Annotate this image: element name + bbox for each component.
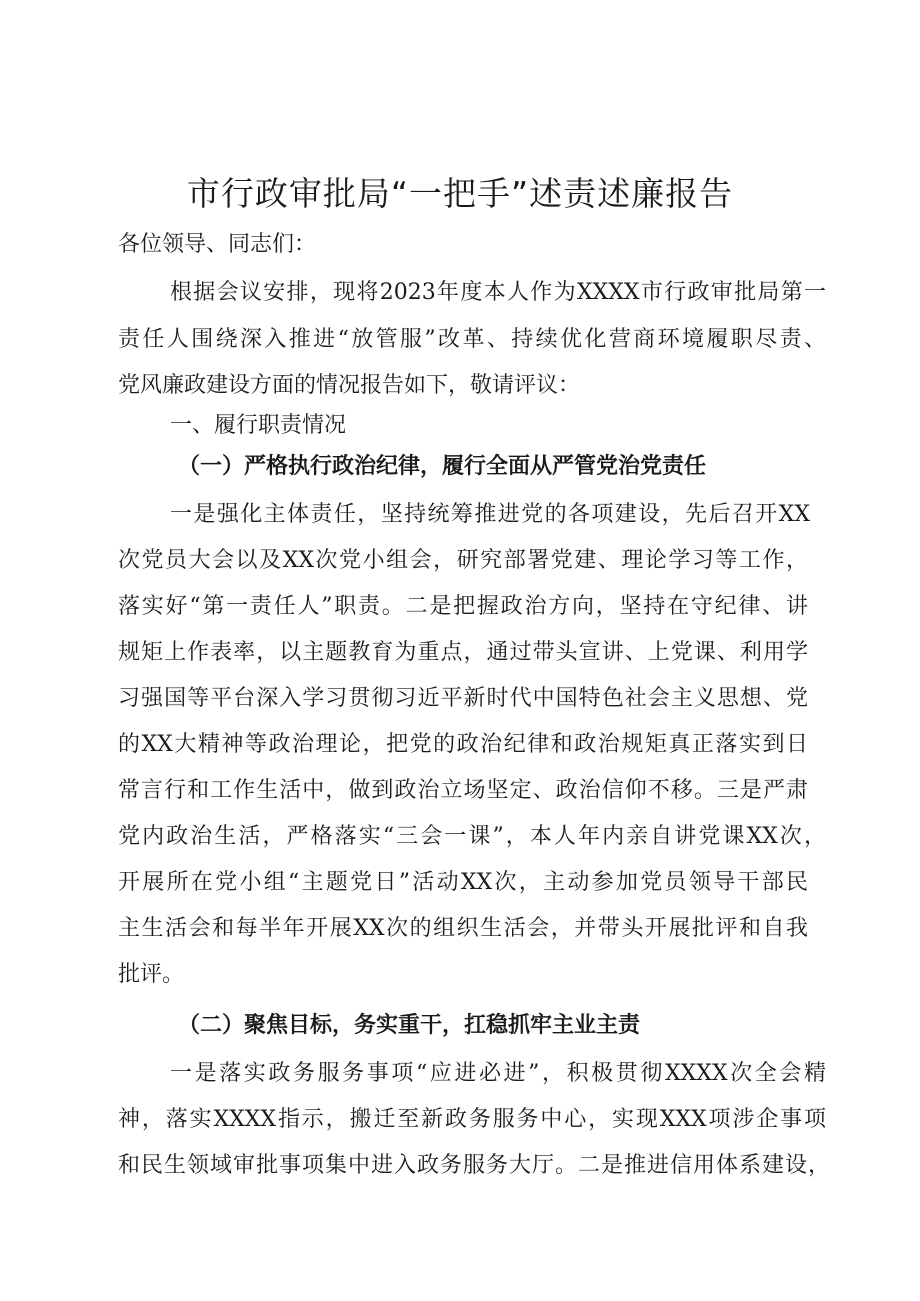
paragraph-line: 主生活会和每半年开展XX次的组织生活会，并带头开展批评和自我: [118, 916, 808, 941]
subsection-heading: （一）严格执行政治纪律，履行全面从严管党治党责任: [178, 453, 707, 479]
paragraph-line: 落实好“第一责任人”职责。二是把握政治方向，坚持在守纪律、讲: [118, 594, 808, 619]
paragraph-line: 开展所在党小组“主题党日”活动XX次，主动参加党员领导干部民: [118, 870, 808, 895]
paragraph-line: 神，落实XXXX指示，搬迁至新政务服务中心，实现XXX项涉企事项: [118, 1107, 826, 1132]
paragraph-line: 一是落实政务服务事项“应进必进”，积极贯彻XXXX次全会精: [170, 1061, 826, 1086]
paragraph-line: 一是强化主体责任，坚持统筹推进党的各项建设，先后召开XX: [170, 502, 810, 527]
paragraph-line: 次党员大会以及XX次党小组会，研究部署党建、理论学习等工作，: [118, 548, 808, 573]
intro-line: 责任人围绕深入推进“放管服”改革、持续优化营商环境履职尽责、: [118, 327, 826, 352]
intro-line: 党风廉政建设方面的情况报告如下，敬请评议：: [118, 373, 581, 398]
paragraph-line: 和民生领域审批事项集中进入政务服务大厅。二是推进信用体系建设，: [118, 1153, 830, 1178]
document-title: 市行政审批局“一把手”述责述廉报告: [186, 174, 734, 213]
paragraph-line: 党内政治生活，严格落实“三会一课”，本人年内亲自讲党课XX次，: [118, 824, 826, 849]
paragraph-line: 规矩上作表率，以主题教育为重点，通过带头宣讲、上党课、利用学: [118, 640, 808, 665]
salutation: 各位领导、同志们：: [118, 232, 317, 257]
intro-line: 根据会议安排，现将2023年度本人作为XXXX市行政审批局第一: [170, 280, 826, 305]
section-heading: 一、履行职责情况: [170, 413, 347, 438]
paragraph-line: 批评。: [118, 962, 185, 987]
paragraph-line: 习强国等平台深入学习贯彻习近平新时代中国特色社会主义思想、党: [118, 686, 808, 711]
paragraph-line: 的XX大精神等政治理论，把党的政治纪律和政治规矩真正落实到日: [118, 732, 808, 757]
paragraph-line: 常言行和工作生活中，做到政治立场坚定、政治信仰不移。三是严肃: [118, 778, 808, 803]
subsection-heading: （二）聚焦目标，务实重干，扛稳抓牢主业主责: [178, 1012, 641, 1038]
